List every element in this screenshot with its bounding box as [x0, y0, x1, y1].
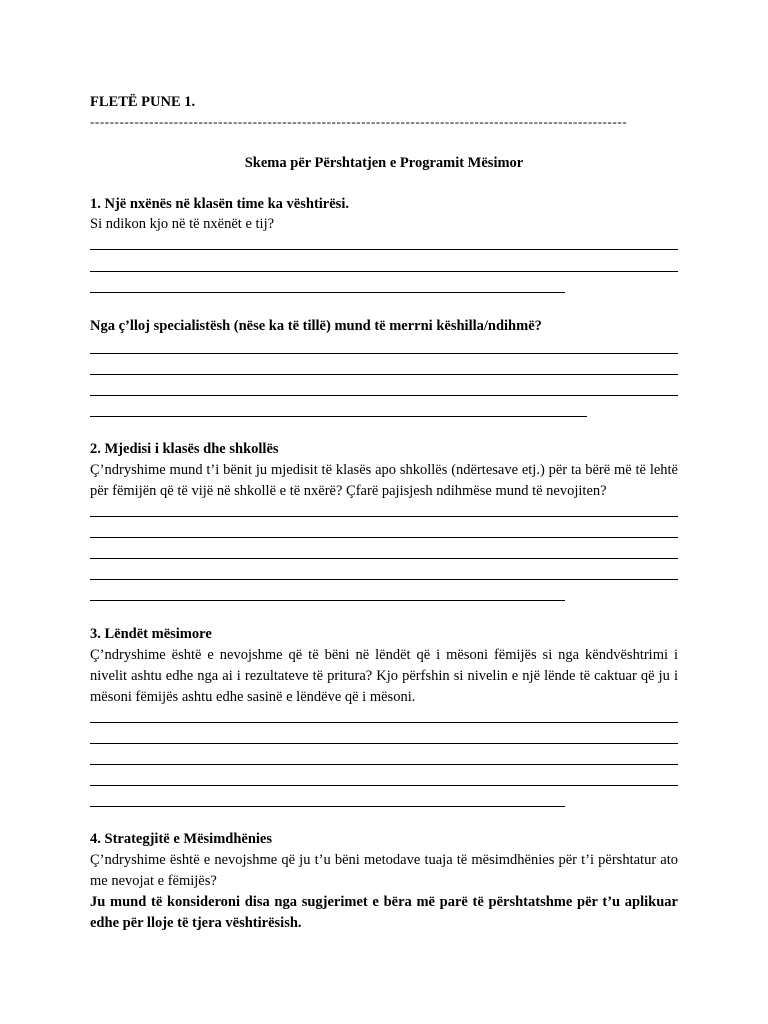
answer-line[interactable]: [90, 516, 678, 517]
worksheet-title: FLETË PUNE 1.: [90, 94, 196, 110]
answer-line[interactable]: [90, 764, 678, 765]
section4-heading: 4. Strategjitë e Mësimdhënies: [90, 831, 273, 847]
answer-line[interactable]: [90, 374, 678, 375]
section1-heading: 1. Një nxënës në klasën time ka vështirësi.: [90, 196, 349, 212]
answer-line[interactable]: [90, 271, 678, 272]
answer-line[interactable]: [90, 600, 565, 601]
section2-heading: 2. Mjedisi i klasës dhe shkollës: [90, 441, 279, 457]
section1-prompt: Si ndikon kjo në të nxënët e tij?: [90, 216, 275, 232]
answer-line[interactable]: [90, 785, 678, 786]
section4-note: Ju mund të konsideroni disa nga sugjerimet e bëra më parë të përshtatshme për t’u aplikuar edhe për lloje të tjera vështirësish.: [90, 894, 678, 931]
answer-line[interactable]: [90, 292, 565, 293]
answer-line[interactable]: [90, 249, 678, 250]
specialists-question: Nga ç’lloj specialistësh (nëse ka të tillë) mund të merrni këshilla/ndihmë?: [90, 318, 542, 334]
answer-line[interactable]: [90, 579, 678, 580]
section3-body: Ç’ndryshime është e nevojshme që të bëni në lëndët që i mësoni fëmijës si nga këndvështrimi i nivelit ashtu edhe nga ai i rezultateve të pritura? Kjo përfshin si nivelin e një lënde të caktuar që ju i mësoni fëmijës ashtu edhe sasinë e lëndëve që i mësoni.: [90, 647, 678, 705]
document-title: Skema për Përshtatjen e Programit Mësimor: [244, 155, 524, 171]
answer-line[interactable]: [90, 743, 678, 744]
answer-line[interactable]: [90, 722, 678, 723]
answer-line[interactable]: [90, 353, 678, 354]
dashed-separator: -------------------------------------------------------------------------------------------------------------: [90, 114, 628, 129]
section3-heading: 3. Lëndët mësimore: [90, 626, 212, 642]
answer-line[interactable]: [90, 806, 565, 807]
section2-body: Ç’ndryshime mund t’i bënit ju mjedisit të klasës apo shkollës (ndërtesave etj.) për ta bërë më të lehtë për fëmijën që të vijë në shkollë e të nxërë? Çfarë pajisjesh ndihmëse mund të nevojiten?: [90, 462, 678, 499]
answer-line[interactable]: [90, 395, 678, 396]
section4-body: Ç’ndryshime është e nevojshme që ju t’u bëni metodave tuaja të mësimdhënies për t’i përshtatur ato me nevojat e fëmijës?: [90, 852, 678, 889]
answer-line[interactable]: [90, 537, 678, 538]
answer-line[interactable]: [90, 558, 678, 559]
answer-line[interactable]: [90, 416, 587, 417]
